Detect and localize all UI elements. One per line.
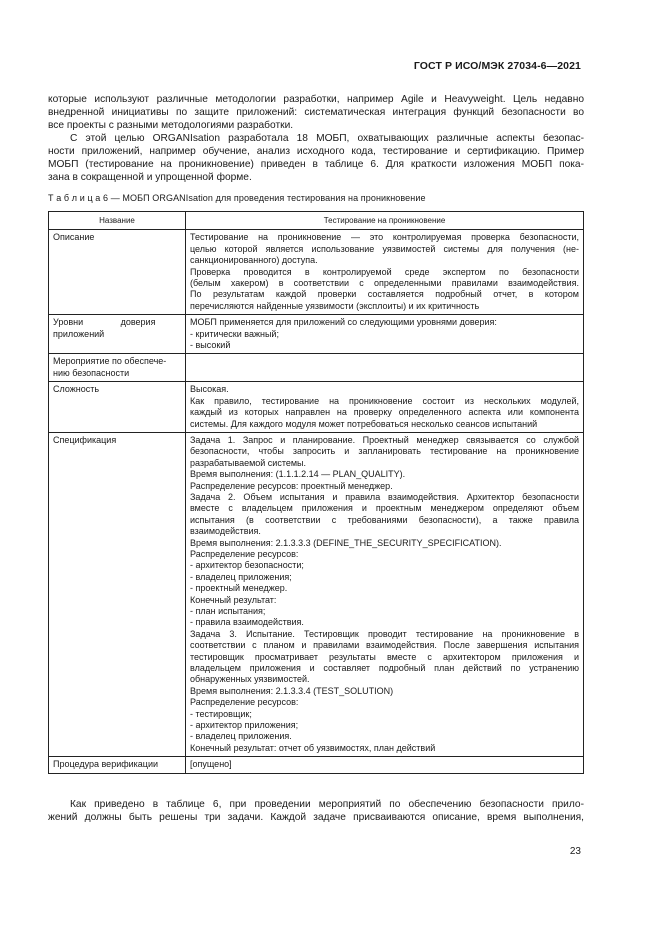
text-line: С этой целью ORGANIsation разработала 18 МОБП, охватывающих различные аспекты безопас- bbox=[70, 133, 584, 144]
text-line: зана в сокращенной и упрощенной форме. bbox=[48, 172, 252, 183]
cell-line: санкционированного) доступа. bbox=[190, 255, 318, 266]
cell-line: владельцем приложения и составляет подробный план действий по устранению bbox=[190, 663, 579, 674]
cell-line: взаимодействия. bbox=[190, 526, 261, 537]
cell-line: [опущено] bbox=[190, 759, 232, 770]
label-line: Уровни доверия bbox=[53, 317, 156, 328]
cell-line: тестировщик просматривает результаты вместе с архитектором приложения и bbox=[190, 651, 579, 662]
cell-line: (белым хакером) в соответствии с определенными правилами взаимодействия. bbox=[190, 278, 579, 289]
cell-line: каждый из которых направлен на проверку определенного аспекта или компонента bbox=[190, 407, 579, 418]
cell-line: Конечный результат: bbox=[190, 594, 277, 605]
text-line: все проекты с разными методологиями разработки. bbox=[48, 120, 294, 131]
row-content bbox=[186, 432, 584, 756]
cell-line: - архитектор безопасности; bbox=[190, 560, 304, 571]
intro-paragraph bbox=[48, 93, 584, 132]
table-caption: Т а б л и ц а 6 — МОБП ORGANIsation для проведения тестирования на проникновение bbox=[48, 193, 426, 203]
cell-line: Время выполнения: 2.1.3.3.3 (DEFINE_THE_SECURITY_SPECIFICATION). bbox=[190, 537, 502, 548]
row-label bbox=[49, 354, 186, 382]
label-line: Мероприятие по обеспече- bbox=[53, 356, 167, 367]
cell-line: Проверка проводится в контролируемой среде экспертом по безопасности bbox=[190, 266, 579, 277]
row-content bbox=[186, 354, 584, 382]
column-header-pentest: Тестирование на проникновение bbox=[186, 212, 584, 230]
label-line: приложений bbox=[53, 328, 105, 339]
cell-line: Задача 2. Объем испытания и правила взаимодействия. Архитектор безопасности bbox=[190, 491, 579, 502]
outro-paragraph bbox=[48, 798, 584, 824]
document-header: ГОСТ Р ИСО/МЭК 27034-6—2021 bbox=[413, 60, 581, 72]
text-line: жений должны быть решены три задачи. Каждой задаче присваиваются описание, время выполнения, bbox=[48, 812, 584, 823]
cell-line: безопасности, чтобы запросить и запланировать тестирование на проникновение bbox=[190, 446, 579, 457]
cell-line: - тестировщик; bbox=[190, 708, 252, 719]
cell-line: Распределение ресурсов: bbox=[190, 697, 299, 708]
cell-line: обнаруженных уязвимостей. bbox=[190, 674, 310, 685]
text-line: которые используют различные методологии разработки, например Agile и Heavyweight. Цель недавно bbox=[48, 94, 584, 105]
cell-line: Тестирование на проникновение — это контролируемая проверка безопасности, bbox=[190, 232, 579, 243]
cell-line: разрабатываемой системы. bbox=[190, 457, 307, 468]
cell-line: Задача 3. Испытание. Тестировщик проводит тестирование на проникновение в bbox=[190, 628, 579, 639]
cell-line: Время выполнения: 2.1.3.3.4 (TEST_SOLUTION) bbox=[190, 685, 394, 696]
cell-line: - правила взаимодействия. bbox=[190, 617, 304, 628]
table-row-trust-levels bbox=[49, 315, 584, 354]
cell-line: - критически важный; bbox=[190, 328, 279, 339]
row-label: Процедура верификации bbox=[49, 757, 186, 773]
mobp-table bbox=[48, 211, 584, 774]
table-header-row bbox=[49, 212, 584, 230]
cell-line: - проектный менеджер. bbox=[190, 583, 288, 594]
row-content bbox=[186, 382, 584, 433]
row-label bbox=[49, 315, 186, 354]
table-row-description bbox=[49, 230, 584, 315]
table-row-complexity bbox=[49, 382, 584, 433]
row-label: Сложность bbox=[49, 382, 186, 433]
row-content bbox=[186, 315, 584, 354]
text-line: ности приложений, например обучение, анализ исходного кода, тестирование и сертификацию. Пример bbox=[48, 146, 584, 157]
cell-line: Распределение ресурсов: bbox=[190, 548, 299, 559]
cell-line: Время выполнения: (1.1.1.2.14 — PLAN_QUALITY). bbox=[190, 469, 406, 480]
cell-line: вместе с владельцем приложения и проектным менеджером определяют объем bbox=[190, 503, 579, 514]
table-row-security-activity bbox=[49, 354, 584, 382]
cell-line: перечисляются найденные уязвимости (эксплоиты) и их критичность bbox=[190, 300, 480, 311]
row-label: Спецификация bbox=[49, 432, 186, 756]
text-line: внедренной инициативы по защите приложений: систематическая интеграция функций безопасности во bbox=[48, 107, 584, 118]
cell-line: соответствии с планом и правилами взаимодействия. После завершения испытания bbox=[190, 640, 579, 651]
cell-line: испытания (в соответствии с требованиями безопасности), а также правила bbox=[190, 514, 579, 525]
cell-line: - высокий bbox=[190, 340, 231, 351]
cell-line: - план испытания; bbox=[190, 606, 266, 616]
cell-line: Как правило, тестирование на проникновение состоит из нескольких модулей, bbox=[190, 395, 579, 406]
cell-line: целью которой является использование уязвимостей системы для получения (не- bbox=[190, 243, 579, 254]
cell-line: Распределение ресурсов: проектный менеджер. bbox=[190, 480, 393, 491]
organisation-paragraph bbox=[48, 132, 584, 184]
page-number: 23 bbox=[569, 846, 581, 857]
cell-line: - архитектор приложения; bbox=[190, 720, 299, 731]
column-header-name: Название bbox=[49, 212, 186, 230]
label-line: нию безопасности bbox=[53, 367, 130, 378]
cell-line: МОБП применяется для приложений со следующими уровнями доверия: bbox=[190, 317, 497, 328]
cell-line: системы. Для каждого модуля может потребоваться несколько сеансов испытаний bbox=[190, 418, 538, 429]
cell-line: Высокая. bbox=[190, 384, 229, 395]
table-row-verification bbox=[49, 757, 584, 773]
cell-line: - владелец приложения; bbox=[190, 571, 292, 582]
cell-line: Конечный результат: отчет об уязвимостях, план действий bbox=[190, 742, 436, 753]
table-row-specification bbox=[49, 432, 584, 756]
cell-line: - владелец приложения. bbox=[190, 731, 292, 742]
cell-line: Задача 1. Запрос и планирование. Проектный менеджер связывается со службой bbox=[190, 434, 579, 445]
row-content bbox=[186, 230, 584, 315]
row-content bbox=[186, 757, 584, 773]
row-label: Описание bbox=[49, 230, 186, 315]
cell-line: По результатам каждой проверки составляется подробный отчет, в котором bbox=[190, 289, 579, 300]
text-line: Как приведено в таблице 6, при проведении мероприятий по обеспечению безопасности прило- bbox=[70, 799, 584, 810]
text-line: МОБП (тестирование на проникновение) приведен в таблице 6. Для краткости изложения МОБП пока- bbox=[48, 159, 584, 170]
